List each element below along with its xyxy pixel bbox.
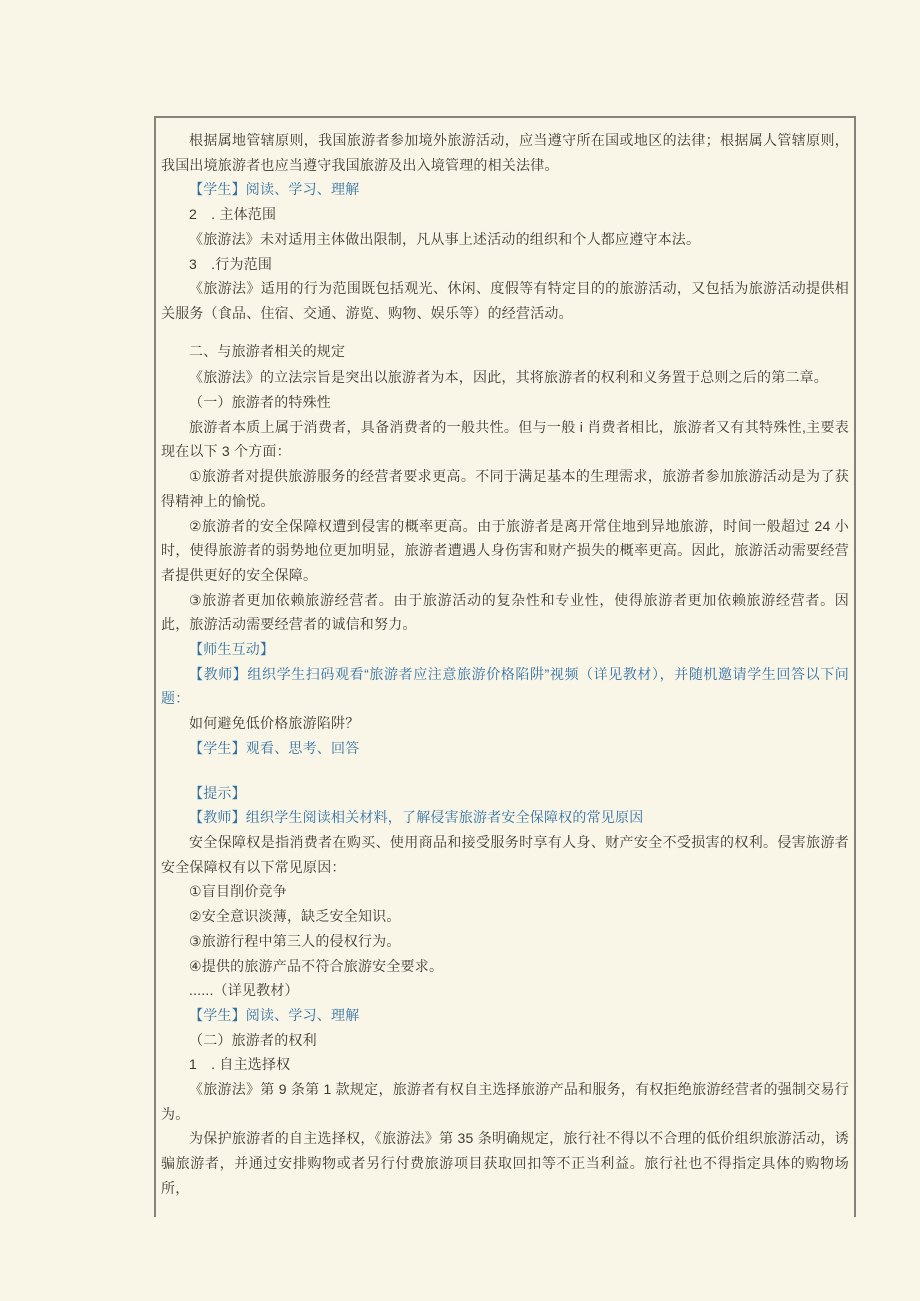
- cause-3-third-party-infringement: ③旅游行程中第三人的侵权行为。: [189, 932, 401, 949]
- section-heading-tourist-rules: 二、与旅游者相关的规定: [189, 342, 346, 359]
- paragraph-safety-right-definition: 安全保障权是指消费者在购买、使用商品和接受服务时享有人身、财产安全不受损害的权利。侵害旅游者安全保障权有以下常见原因：: [161, 833, 849, 875]
- paragraph-point-3-reliance: ③旅游者更加依赖旅游经营者。由于旅游活动的复杂性和专业性，使得旅游者更加依赖旅游经营者。因此，旅游活动需要经营者的诚信和努力。: [161, 591, 849, 633]
- list-item-behavior-scope: 3 .行为范围: [189, 255, 273, 272]
- paragraph-subject-scope: 《旅游法》未对适用主体做出限制，凡从事上述活动的组织和个人都应遵守本法。: [189, 230, 701, 247]
- paragraph-article-35: 为保护旅游者的自主选择权，《旅游法》第 35 条明确规定，旅行社不得以不合理的低价组织旅游活动，诱骗旅游者，并通过安排购物或者另行付费旅游项目获取回扣等不正当利益。旅行社也不得指定具体的购物场所，: [161, 1130, 849, 1196]
- list-item-subject-scope: 2 . 主体范围: [189, 206, 277, 223]
- question-avoid-low-price-trap: 如何避免低价格旅游陷阱？: [189, 715, 360, 732]
- hint-label: 【提示】: [189, 784, 246, 801]
- subheading-tourist-rights: （二）旅游者的权利: [189, 1031, 317, 1048]
- cause-1-price-cutting: ①盲目削价竞争: [189, 883, 287, 900]
- student-activity-watch-answer: 【学生】观看、思考、回答: [189, 739, 360, 756]
- paragraph-point-2-safety-risk: ②旅游者的安全保障权遭到侵害的概率更高。由于旅游者是离开常住地到异地旅游，时间一般超过 24 小时，使得旅游者的弱势地位更加明显，旅游者遭遇人身伤害和财产损失的概率更高。因此，旅游活动需要经营者提供更好的安全保障。: [161, 517, 849, 583]
- ellipsis-see-textbook: ......（详见教材）: [189, 982, 299, 999]
- paragraph-behavior-scope: 《旅游法》适用的行为范围既包括观光、休闲、度假等有特定目的的旅游活动，又包括为旅游活动提供相关服务（食品、住宿、交通、游览、购物、娱乐等）的经营活动。: [161, 280, 849, 321]
- interaction-label: 【师生互动】: [189, 641, 275, 658]
- student-activity-label-2: 【学生】阅读、学习、理解: [189, 1006, 360, 1023]
- paragraph-consumer-commonality: 旅游者本质上属于消费者，具备消费者的一般共性。但与一般 i 肖费者相比，旅游者又有其特殊性,主要表现在以下 3 个方面：: [161, 418, 849, 460]
- teacher-activity-reading: 【教师】组织学生阅读相关材料，了解侵害旅游者安全保障权的常见原因: [189, 809, 644, 826]
- subheading-tourist-particularity: （一）旅游者的特殊性: [189, 394, 331, 411]
- paragraph-jurisdiction-principle: 根据属地管辖原则，我国旅游者参加境外旅游活动，应当遵守所在国或地区的法律；根据属人管辖原则，我国出境旅游者也应当遵守我国旅游及出入境管理的相关法律。: [161, 132, 849, 173]
- list-item-free-choice-right: 1 . 自主选择权: [189, 1056, 291, 1073]
- cause-2-weak-safety-awareness: ②安全意识淡薄，缺乏安全知识。: [189, 908, 401, 925]
- cause-4-unsafe-products: ④提供的旅游产品不符合旅游安全要求。: [189, 957, 444, 974]
- lesson-plan-table-cell: [154, 116, 856, 1217]
- teacher-activity-video: 【教师】组织学生扫码观看“旅游者应注意旅游价格陷阱”视频（详见教材），并随机邀请学生回答以下问题：: [161, 665, 849, 707]
- paragraph-article-9: 《旅游法》第 9 条第 1 款规定，旅游者有权自主选择旅游产品和服务，有权拒绝旅游经营者的强制交易行为。: [161, 1081, 849, 1122]
- student-activity-label: 【学生】阅读、学习、理解: [189, 181, 360, 198]
- paragraph-point-1-higher-demand: ①旅游者对提供旅游服务的经营者要求更高。不同于满足基本的生理需求，旅游者参加旅游活动是为了获得精神上的愉悦。: [161, 468, 849, 509]
- paragraph-legislative-purpose: 《旅游法》的立法宗旨是突出以旅游者为本，因此，其将旅游者的权利和义务置于总则之后的第二章。: [189, 369, 828, 386]
